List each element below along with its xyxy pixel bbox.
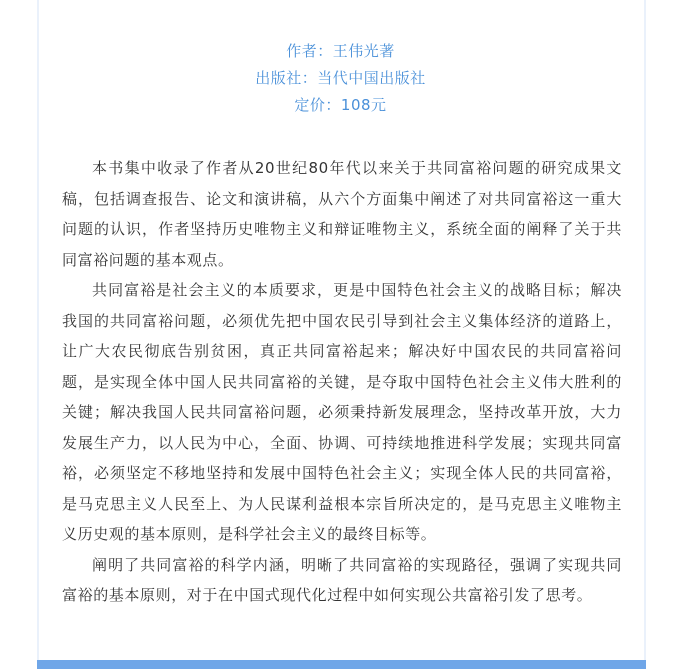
bottom-divider-bar	[37, 660, 646, 669]
paragraph-3: 阐明了共同富裕的科学内涵，明晰了共同富裕的实现路径，强调了实现共同富裕的基本原则，对于在中国式现代化过程中如何实现公共富裕引发了思考。	[62, 555, 622, 604]
book-publisher: 出版社：当代中国出版社	[255, 69, 426, 87]
book-description	[62, 153, 622, 611]
book-meta	[0, 38, 681, 119]
paragraph-2: 共同富裕是社会主义的本质要求，更是中国特色社会主义的战略目标；解决我国的共同富裕问题，必须优先把中国农民引导到社会主义集体经济的道路上，让广大农民彻底告别贫困，真正共同富裕起来；解决好中国农民的共同富裕问题，是实现全体中国人民共同富裕的关键，是夺取中国特色社会主义伟大胜利的关键；解决我国人民共同富裕问题，必须秉持新发展理念，坚持改革开放，大力发展生产力，以人民为中心，全面、协调、可持续地推进科学发展；实现共同富裕，必须坚定不移地坚持和发展中国特色社会主义；实现全体人民的共同富裕，是马克思主义人民至上、为人民谋利益根本宗旨所决定的，是马克思主义唯物主义历史观的基本原则，是科学社会主义的最终目标等。	[62, 281, 622, 543]
book-price: 定价：108元	[294, 96, 387, 114]
paragraph-1: 本书集中收录了作者从20世纪80年代以来关于共同富裕问题的研究成果文稿，包括调查报告、论文和演讲稿，从六个方面集中阐述了对共同富裕这一重大问题的认识，作者坚持历史唯物主义和辩证唯物主义，系统全面的阐释了关于共同富裕问题的基本观点。	[62, 159, 622, 269]
book-author: 作者：王伟光著	[286, 42, 395, 60]
